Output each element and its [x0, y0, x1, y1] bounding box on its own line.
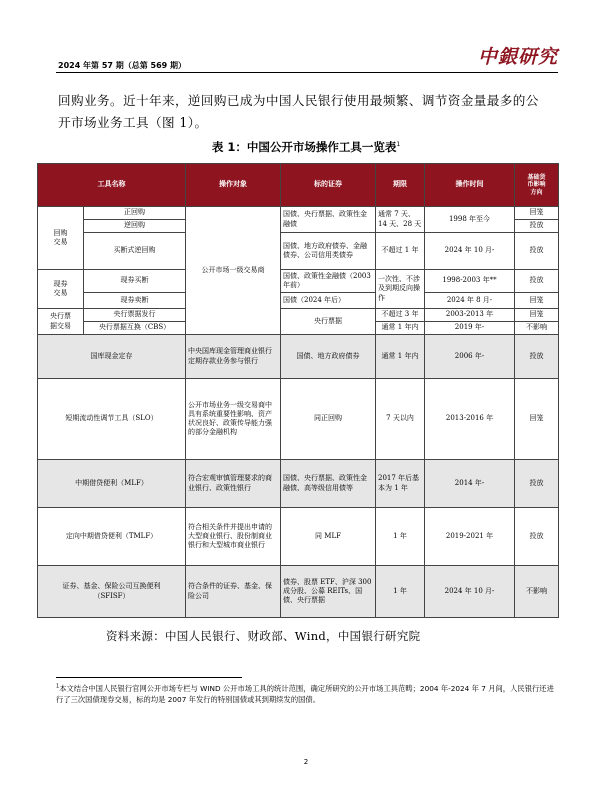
spot-collateral-1: 国债、政策性金融债（2003 年前）: [281, 270, 376, 293]
header-time: 操作时间: [425, 164, 515, 207]
table-source: 资料来源：中国人民银行、财政部、Wind，中国银行研究院: [106, 629, 421, 643]
tmlf-tool: 定向中期借贷便利（TMLF）: [38, 508, 186, 566]
header-tool: 工具名称: [38, 164, 186, 207]
header-collateral: 标的证券: [281, 164, 376, 207]
footnote-mark: 1: [56, 683, 60, 690]
group-spot: [38, 270, 84, 309]
sfisf-counterparty: 符合条件的证券、基金、保险公司: [186, 566, 281, 618]
table-row: [38, 379, 559, 460]
cbill-term-1: 不超过 3 年: [376, 309, 425, 322]
treasury-term: 通常 1 年内: [376, 335, 425, 379]
repo-term: 通常 7 天、14 天、28 天: [376, 207, 425, 233]
mlf-term: 2017 年后基本为 1 年: [376, 460, 425, 508]
sfisf-term: 1 年: [376, 566, 425, 618]
header-term: 期限: [376, 164, 425, 207]
spot-collateral-2: 国债（2024 年后）: [281, 293, 376, 309]
table-row: [38, 270, 559, 293]
repo-effect-3: 投放: [515, 233, 559, 270]
tmlf-effect: 投放: [515, 508, 559, 566]
spot-time-2: 2024 年 8 月-: [425, 293, 515, 309]
table-row: [38, 460, 559, 508]
slo-tool: 短期流动性调节工具（SLO）: [38, 379, 186, 460]
header-effect-l1: 基础货: [527, 173, 546, 181]
spot-tool-1: 现券买断: [84, 270, 186, 293]
header-counterparty: 操作对象: [186, 164, 281, 207]
table-row: [38, 508, 559, 566]
repo-tool-1: 正回购: [84, 207, 186, 220]
group-cbill-l1: 央行票: [50, 312, 71, 321]
table-row: [38, 309, 559, 322]
cbill-effect-2: 不影响: [515, 322, 559, 335]
table-title: [0, 139, 612, 155]
header-rule: [56, 72, 558, 73]
mlf-time: 2014 年-: [425, 460, 515, 508]
treasury-collateral: 国债、地方政府债券: [281, 335, 376, 379]
treasury-effect: 投放: [515, 335, 559, 379]
table-row: [38, 233, 559, 270]
treasury-tool: 国库现金定存: [38, 335, 186, 379]
slo-effect: 回笼: [515, 379, 559, 460]
spot-effect-1: 投放: [515, 270, 559, 293]
table-row: [38, 335, 559, 379]
sfisf-tool-l1: 证券、基金、保险公司互换便利: [62, 582, 161, 591]
mlf-effect: 投放: [515, 460, 559, 508]
cbill-collateral: 央行票据: [281, 309, 376, 335]
group-spot-l1: 现券: [53, 279, 68, 288]
mlf-tool: 中期借贷便利（MLF）: [38, 460, 186, 508]
header-effect: [515, 164, 559, 207]
repo-counterparty: 公开市场一级交易商: [186, 207, 281, 335]
tmlf-time: 2019-2021 年: [425, 508, 515, 566]
cbill-tool-1: 央行票据发行: [84, 309, 186, 322]
table-row: [38, 566, 559, 618]
header-effect-l3: 方向: [530, 188, 543, 196]
footnote-rule: [56, 677, 242, 678]
cbill-effect-1: 回笼: [515, 309, 559, 322]
group-repo-l2: 交易: [53, 238, 68, 246]
slo-counterparty: 公开市场业务一级交易商中具有系统重要性影响、资产状况良好、政策传导能力强的部分金融机构: [186, 379, 281, 460]
page-number: 2: [303, 758, 309, 766]
sfisf-tool-l2: （SFISF）: [93, 591, 130, 600]
tmlf-term: 1 年: [376, 508, 425, 566]
slo-collateral: 同正回购: [281, 379, 376, 460]
mlf-collateral: 国债、央行票据、政策性金融债、高等级信用债等: [281, 460, 376, 508]
repo-effect-2: 投放: [515, 220, 559, 233]
group-repo: [38, 207, 84, 270]
sfisf-time: 2024 年 10 月-: [425, 566, 515, 618]
treasury-time: 2006 年-: [425, 335, 515, 379]
slo-time: 2013-2016 年: [425, 379, 515, 460]
sfisf-collateral: 债券、股票 ETF、沪深 300 成分股、公募 REITs、国债、央行票据: [281, 566, 376, 618]
footnote-text: 本文结合中国人民银行官网公开市场专栏与 WIND 公开市场工具的统计范围，确定所研究的公开市场工具范畴；2004 年-2024 年 7 月间，人民银行还进行了三次国债现券交易，标的均是 2007 年发行的特别国债或其到期续发的国债。: [56, 684, 554, 705]
repo-collateral-3: 国债、地方政府债券、金融债券、公司信用类债券: [281, 233, 376, 270]
repo-time-3: 2024 年 10 月-: [425, 233, 515, 270]
header-effect-l2: 币影响: [527, 181, 546, 189]
table-row: [38, 207, 559, 220]
body-line-2: 开市场业务工具（图 1）。: [58, 115, 208, 130]
spot-tool-2: 现券卖断: [84, 293, 186, 309]
spot-effect-2: 回笼: [515, 293, 559, 309]
group-repo-l1: 回购: [53, 228, 68, 237]
table-row: [38, 293, 559, 309]
sfisf-tool: [38, 566, 186, 618]
spot-term: 一次性、不涉及到期反向操作: [376, 270, 425, 309]
repo-effect-1: 回笼: [515, 207, 559, 220]
group-spot-l2: 交易: [53, 289, 68, 297]
tmlf-collateral: 同 MLF: [281, 508, 376, 566]
repo-collateral: 国债、央行票据、政策性金融债: [281, 207, 376, 233]
footnote: [56, 683, 558, 706]
body-line-1: 回购业务。近十年来，逆回购已成为中国人民银行使用最频繁、调节资金量最多的公: [58, 93, 539, 108]
cbill-tool-2: 央行票据互换（CBS）: [84, 322, 186, 335]
repo-time: 1998 年至今: [425, 207, 515, 233]
tmlf-counterparty: 符合相关条件并提出申请的大型商业银行、股份制商业银行和大型城市商业银行: [186, 508, 281, 566]
open-market-tools-table: [37, 163, 559, 618]
group-cbill: [38, 309, 84, 335]
mlf-counterparty: 符合宏观审慎管理要求的商业银行、政策性银行: [186, 460, 281, 508]
repo-term-3: 不超过 1 年: [376, 233, 425, 270]
repo-tool-3: 买断式逆回购: [84, 233, 186, 270]
cbill-time-2: 2019 年-: [425, 322, 515, 335]
treasury-counterparty: 中央国库现金管理商业银行定期存款业务参与银行: [186, 335, 281, 379]
table-title-footnote-ref: 1: [396, 141, 401, 149]
cbill-time-1: 2003-2013 年: [425, 309, 515, 322]
repo-tool-2: 逆回购: [84, 220, 186, 233]
table-header-row: [38, 164, 559, 207]
spot-time-1: 1998-2003 年**: [425, 270, 515, 293]
cbill-term-2: 通常 1 年内: [376, 322, 425, 335]
boc-research-logo: 中銀研究: [478, 46, 559, 68]
table-title-text: 表 1：中国公开市场操作工具一览表: [211, 140, 397, 154]
group-cbill-l2: 据交易: [50, 321, 71, 330]
issue-label: 2024 年第 57 期（总第 569 期）: [58, 61, 187, 70]
slo-term: 7 天以内: [376, 379, 425, 460]
sfisf-effect: 不影响: [515, 566, 559, 618]
